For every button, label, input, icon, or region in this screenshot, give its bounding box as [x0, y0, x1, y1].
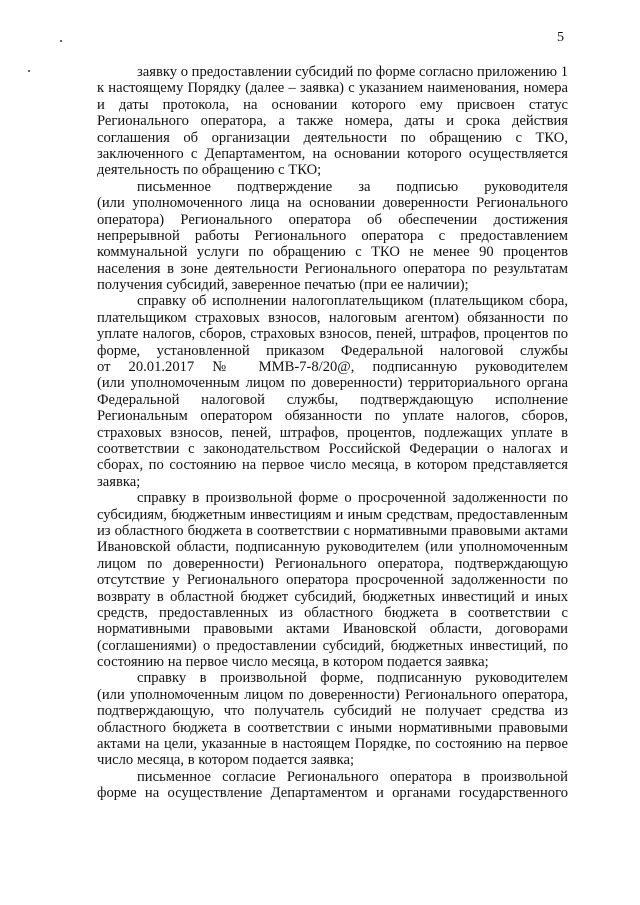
- text-line: к настоящему Порядку (далее – заявка) с указанием наименования, номера: [97, 80, 568, 97]
- text-line: (или уполномоченным лицом по доверенности) территориального органа: [97, 375, 568, 392]
- paragraph: [97, 64, 568, 179]
- text-line: и даты протокола, на основании которого ему присвоен статус: [97, 96, 568, 113]
- text-line: заявку о предоставлении субсидий по форме согласно приложению 1: [137, 64, 568, 80]
- text-line: коммунальной услуги по обращению с ТКО не менее 90 процентов: [97, 244, 568, 261]
- paragraph: [97, 670, 568, 768]
- text-line: плательщиком страховых взносов, налоговым агентом) обязанности по: [97, 309, 568, 326]
- text-line: средств, предоставленных из областного бюджета в соответствии с: [97, 604, 568, 621]
- text-line: состоянию на первое число месяца, в котором подается заявка;: [97, 654, 489, 671]
- text-line: заключенного с Департаментом, на основании которого осуществляется: [97, 145, 568, 162]
- text-line: возврату в областной бюджет субсидий, бюджетных инвестиций и иных: [97, 588, 568, 605]
- text-line: актами на цели, указанные в настоящем Порядке, по состоянию на первое: [97, 736, 568, 753]
- text-line: подтверждающую, что получатель субсидий не получает средства из: [97, 703, 568, 720]
- paragraph: [97, 769, 568, 802]
- paragraph: [97, 490, 568, 670]
- text-line: населения в зоне деятельности Регионального оператора по результатам: [97, 260, 568, 277]
- paragraph: [97, 293, 568, 490]
- text-line: деятельность по обращению с ТКО;: [97, 162, 322, 179]
- text-line: письменное согласие Регионального оператора в произвольной: [137, 768, 568, 785]
- text-line: нормативными правовыми актами Ивановской области, договорами: [97, 621, 568, 638]
- text-line: отсутствие у Регионального оператора просроченной задолженности по: [97, 572, 568, 589]
- scan-speck: [28, 70, 30, 72]
- text-line: Ивановской области, подписанную руководителем (или уполномоченным: [97, 539, 568, 556]
- text-line: областного бюджета в соответствии с иными нормативными правовыми: [97, 719, 568, 736]
- text-line: (или уполномоченным лицом по доверенности) Регионального оператора,: [97, 686, 568, 703]
- text-line: заявка;: [97, 473, 141, 490]
- text-line: из областного бюджета в соответствии с нормативными правовыми актами: [97, 522, 568, 539]
- text-line: страховых взносов, пеней, штрафов, процентов, подлежащих уплате в: [97, 424, 568, 441]
- text-line: справку об исполнении налогоплательщиком (плательщиком сбора,: [137, 293, 568, 310]
- text-line: форме на осуществление Департаментом и органами государственного: [97, 785, 568, 802]
- text-line: справку в произвольной форме о просроченной задолженности по: [137, 490, 568, 507]
- text-line: письменное подтверждение за подписью руководителя: [137, 178, 568, 195]
- document-body: [97, 64, 568, 802]
- text-line: сборах, по состоянию на первое число месяца, в котором представляется: [97, 457, 568, 474]
- page-number: 5: [557, 30, 564, 45]
- text-line: форме, установленной приказом Федеральной налоговой службы: [97, 342, 568, 359]
- text-line: уплате налогов, сборов, страховых взносов, пеней, штрафов, процентов по: [97, 326, 568, 343]
- text-line: субсидиям, бюджетным инвестициям и иным средствам, предоставленным: [97, 506, 568, 523]
- text-line: число месяца, в котором подается заявка;: [97, 752, 355, 769]
- text-line: оператора) Регионального оператора об обеспечении достижения: [97, 211, 568, 228]
- text-line: Федеральной налоговой службы, подтверждающую исполнение: [97, 391, 568, 408]
- scan-speck: [60, 40, 62, 42]
- text-line: получения субсидий, заверенное печатью (при ее наличии);: [97, 277, 469, 294]
- text-line: справку в произвольной форме, подписанную руководителем: [137, 670, 568, 687]
- text-line: соответствии с законодательством Российской Федерации о налогах и: [97, 440, 568, 457]
- text-line: Регионального оператора, а также номера, даты и срока действия: [97, 113, 568, 130]
- paragraph: [97, 179, 568, 294]
- text-line: (или уполномоченного лица на основании доверенности Регионального: [97, 195, 568, 212]
- text-line: (соглашениями) о предоставлении субсидий, бюджетных инвестиций, по: [97, 637, 568, 654]
- text-line: соглашения об организации деятельности по обращению с ТКО,: [97, 129, 568, 146]
- text-line: непрерывной работы Регионального оператора с предоставлением: [97, 227, 568, 244]
- text-line: Региональным оператором обязанности по уплате налогов, сборов,: [97, 408, 568, 425]
- text-line: лицом по доверенности) Регионального оператора, подтверждающую: [97, 555, 568, 572]
- text-line: от 20.01.2017 № ММВ-7-8/20@, подписанную руководителем: [97, 359, 568, 376]
